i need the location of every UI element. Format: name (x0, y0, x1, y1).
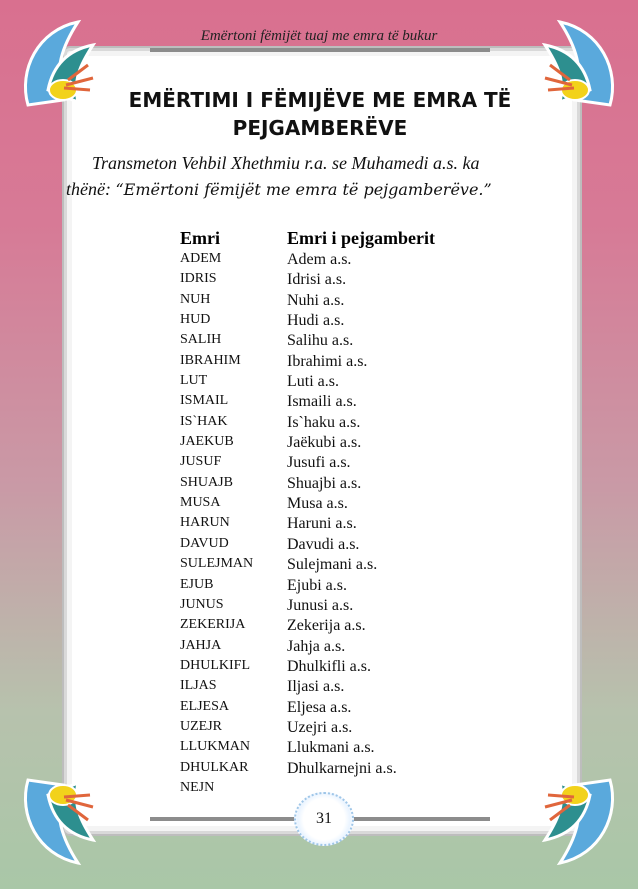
flower-ornament-bottom-right (520, 765, 630, 875)
name-cell: JUSUF (180, 454, 222, 470)
prophet-name-cell: Musa a.s. (287, 495, 348, 513)
name-cell: ISMAIL (180, 393, 229, 409)
prophet-name-cell: Salihu a.s. (287, 332, 354, 350)
prophet-name-cell: Uzejri a.s. (287, 718, 353, 736)
prophet-name-cell: Jaëkubi a.s. (287, 434, 362, 452)
name-cell: JAHJA (180, 637, 222, 653)
name-cell: NEJN (180, 779, 215, 795)
name-cell: DHULKAR (180, 759, 249, 775)
name-cell: IBRAHIM (180, 352, 241, 368)
intro-line-1: Transmeton Vehbil Xhethmiu r.a. se Muhamedi a.s. ka (92, 153, 480, 173)
prophet-name-cell: Ibrahimi a.s. (287, 352, 368, 370)
prophet-name-cell: Eljesa a.s. (287, 698, 352, 716)
running-header: Emërtoni fëmijët tuaj me emra të bukur (200, 28, 438, 44)
name-cell: JUNUS (180, 596, 224, 612)
page-number: 31 (294, 792, 354, 846)
prophet-name-cell: Jahja a.s. (287, 637, 346, 655)
prophet-name-cell: Davudi a.s. (287, 535, 360, 553)
name-cell: DHULKIFL (180, 657, 250, 673)
prophet-name-cell: Ejubi a.s. (287, 576, 347, 594)
name-cell: LUT (180, 373, 208, 389)
name-cell: SALIH (180, 332, 222, 348)
hadith-quote: “Emërtoni fëmijët me emra të pejgamberëve.” (115, 180, 492, 199)
name-cell: UZEJR (180, 718, 222, 734)
prophet-name-cell: Haruni a.s. (287, 515, 357, 533)
name-cell: SULEJMAN (180, 556, 254, 572)
intro-line-2-prefix: thënë: (66, 179, 116, 199)
prophet-name-cell: Shuajbi a.s. (287, 474, 362, 492)
page-title: EMËRTIMI I FËMIJËVE ME EMRA TË PEJGAMBERËVE (128, 88, 512, 140)
name-cell: JAEKUB (180, 434, 234, 450)
prophet-name-cell: Zekerija a.s. (287, 617, 366, 635)
prophet-name-cell: Llukmani a.s. (287, 739, 375, 757)
name-cell: NUH (180, 291, 211, 307)
intro-paragraph (66, 150, 562, 203)
name-cell: ZEKERIJA (180, 617, 246, 633)
name-cell: HUD (180, 312, 211, 328)
prophet-name-cell: Hudi a.s. (287, 312, 345, 330)
name-cell: IDRIS (180, 271, 217, 287)
prophet-name-cell: Junusi a.s. (287, 596, 354, 614)
prophet-name-cell: Idrisi a.s. (287, 271, 347, 289)
name-cell: EJUB (180, 576, 214, 592)
name-cell: MUSA (180, 495, 221, 511)
name-cell: ELJESA (180, 698, 229, 714)
column-header-prophet: Emri i pejgamberit (287, 228, 435, 248)
prophet-name-cell: Sulejmani a.s. (287, 556, 378, 574)
prophet-name-cell: Jusufi a.s. (287, 454, 351, 472)
name-cell: ADEM (180, 251, 222, 266)
intro-line-2 (66, 176, 562, 203)
header-divider (150, 48, 490, 52)
prophet-name-cell: Ismaili a.s. (287, 393, 357, 411)
prophet-name-cell: Dhulkarnejni a.s. (287, 759, 397, 777)
name-cell: DAVUD (180, 535, 229, 551)
prophet-name-cell: Luti a.s. (287, 373, 339, 391)
prophet-name-cell: Nuhi a.s. (287, 291, 345, 309)
column-header-name: Emri (180, 228, 220, 248)
name-cell: LLUKMAN (180, 739, 250, 755)
prophet-name-cell: Is`haku a.s. (287, 413, 361, 431)
prophet-name-cell: Dhulkifli a.s. (287, 657, 371, 675)
name-cell: HARUN (180, 515, 230, 531)
name-cell: SHUAJB (180, 474, 233, 490)
prophet-name-cell: Adem a.s. (287, 251, 352, 268)
flower-ornament-bottom-left (8, 765, 118, 875)
prophet-name-cell: Iljasi a.s. (287, 678, 345, 696)
name-cell: ILJAS (180, 678, 217, 694)
name-cell: IS`HAK (180, 413, 228, 429)
